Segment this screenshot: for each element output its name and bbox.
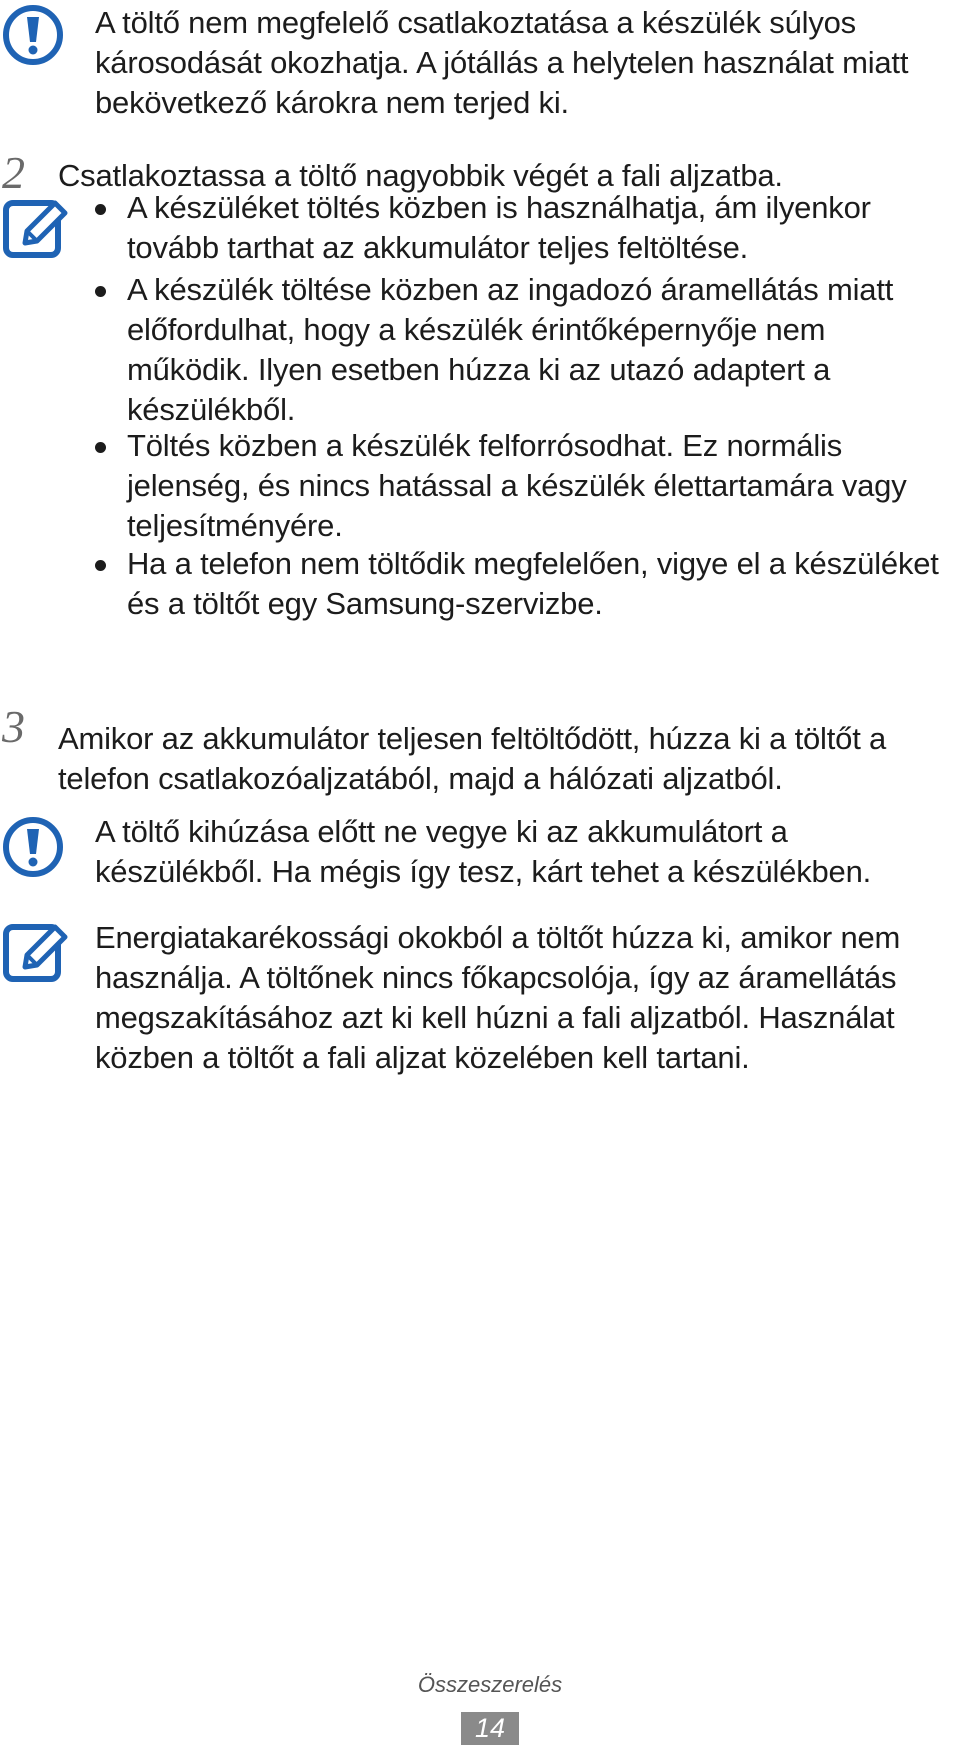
warning-icon	[2, 4, 64, 66]
step-text: Csatlakoztassa a töltő nagyobbik végét a fali aljzatba.	[58, 158, 783, 193]
bullet-text: Töltés közben a készülék felforrósodhat. Ez normális jelenség, és nincs hatással a készülék élettartamára vagy teljesítményére.	[127, 428, 907, 543]
step-number: 3	[2, 701, 25, 752]
step-text: Amikor az akkumulátor teljesen feltöltődött, húzza ki a töltőt a telefon csatlakozóaljzatából, majd a hálózati aljzatból.	[58, 721, 887, 796]
bullet-text: A készülék töltése közben az ingadozó áramellátás miatt előfordulhat, hogy a készülék érintőképernyője nem működik. Ilyen esetben húzza ki az utazó adaptert a készülékből.	[127, 272, 894, 427]
bullet-text: A készüléket töltés közben is használhatja, ám ilyenkor tovább tarthat az akkumulátor teljes feltöltése.	[127, 190, 871, 265]
bullet-text: Ha a telefon nem töltődik megfelelően, vigye el a készüléket és a töltőt egy Samsung-szervizbe.	[127, 546, 939, 621]
warning-text: A töltő nem megfelelő csatlakoztatása a készülék súlyos károsodását okozhatja. A jótállás a helytelen használat miatt bekövetkező károkra nem terjed ki.	[95, 5, 909, 120]
note-icon	[3, 921, 69, 983]
note-text: Energiatakarékossági okokból a töltőt húzza ki, amikor nem használja. A töltőnek nincs főkapcsolója, így az áramellátás megszakításához azt ki kell húzni a fali aljzatból. Használat közben a töltőt a fali aljzat közelében kell tartani.	[95, 920, 901, 1075]
step-number: 2	[2, 147, 25, 198]
bullet-dot	[95, 286, 106, 297]
bullet-dot	[95, 204, 106, 215]
warning-icon	[2, 816, 64, 878]
bullet-dot	[95, 442, 106, 453]
warning-text: A töltő kihúzása előtt ne vegye ki az akkumulátort a készülékből. Ha mégis így tesz, kárt tehet a készülékben.	[95, 814, 872, 889]
list-item	[95, 544, 945, 624]
section-title: Összeszerelés	[417, 1672, 563, 1697]
list-item	[95, 426, 945, 546]
note-icon	[3, 197, 69, 259]
list-item	[95, 188, 945, 268]
bullet-dot	[95, 560, 106, 571]
page-number: 14	[461, 1712, 519, 1745]
list-item	[95, 270, 945, 430]
